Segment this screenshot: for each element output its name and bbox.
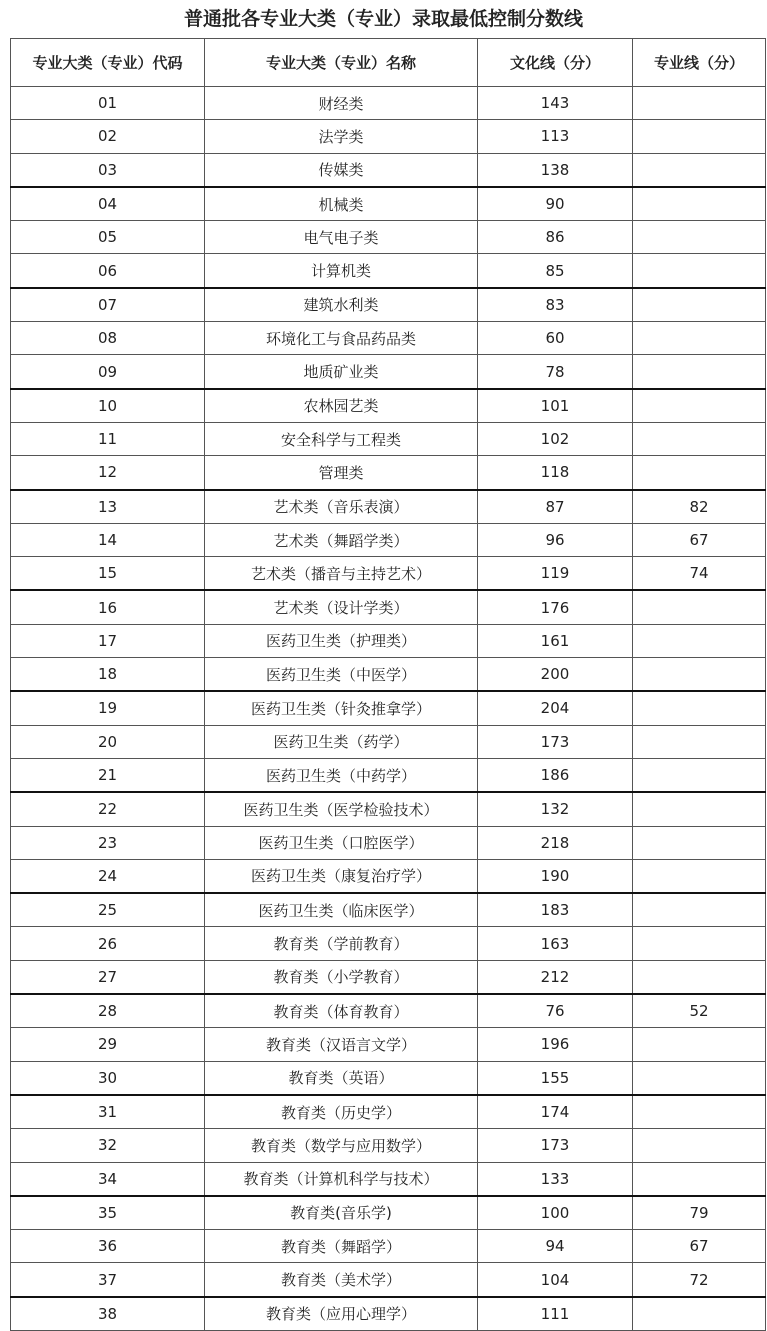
table-row: [11, 658, 766, 692]
cell-name: 教育类（汉语言文学）: [205, 1028, 478, 1061]
cell-code: 35: [11, 1196, 205, 1230]
header-culture-score: 文化线（分）: [478, 39, 633, 87]
table-row: [11, 456, 766, 490]
cell-major-score: 67: [633, 1230, 766, 1263]
cell-major-score: 82: [633, 490, 766, 524]
cell-major-score: [633, 187, 766, 221]
cell-code: 01: [11, 87, 205, 120]
table-row: [11, 355, 766, 389]
cell-name: 教育类(音乐学): [205, 1196, 478, 1230]
cell-major-score: [633, 1162, 766, 1196]
cell-major-score: [633, 355, 766, 389]
cell-culture-score: 163: [478, 927, 633, 960]
cell-major-score: [633, 120, 766, 153]
cell-culture-score: 204: [478, 691, 633, 725]
cell-code: 26: [11, 927, 205, 960]
cell-code: 07: [11, 288, 205, 322]
cell-culture-score: 83: [478, 288, 633, 322]
cell-name: 农林园艺类: [205, 389, 478, 423]
cell-name: 教育类（体育教育）: [205, 994, 478, 1028]
cell-name: 医药卫生类（针灸推拿学）: [205, 691, 478, 725]
cell-major-score: [633, 826, 766, 859]
cell-name: 教育类（英语）: [205, 1061, 478, 1095]
cell-culture-score: 186: [478, 758, 633, 792]
cell-major-score: 67: [633, 523, 766, 556]
cell-name: 环境化工与食品药品类: [205, 322, 478, 355]
cell-culture-score: 104: [478, 1263, 633, 1297]
table-row: [11, 120, 766, 153]
table-row: [11, 927, 766, 960]
cell-code: 04: [11, 187, 205, 221]
cell-name: 艺术类（播音与主持艺术）: [205, 557, 478, 591]
cell-code: 21: [11, 758, 205, 792]
cell-culture-score: 100: [478, 1196, 633, 1230]
cell-culture-score: 119: [478, 557, 633, 591]
cell-name: 财经类: [205, 87, 478, 120]
table-row: [11, 322, 766, 355]
cell-culture-score: 102: [478, 422, 633, 455]
cell-name: 艺术类（舞蹈学类）: [205, 523, 478, 556]
table-row: [11, 725, 766, 758]
cell-major-score: [633, 758, 766, 792]
cell-culture-score: 86: [478, 221, 633, 254]
table-row: [11, 893, 766, 927]
cell-major-score: [633, 422, 766, 455]
cell-culture-score: 113: [478, 120, 633, 153]
cell-culture-score: 118: [478, 456, 633, 490]
cell-name: 管理类: [205, 456, 478, 490]
cell-major-score: [633, 792, 766, 826]
cell-major-score: [633, 590, 766, 624]
cell-name: 电气电子类: [205, 221, 478, 254]
cell-name: 教育类（应用心理学）: [205, 1297, 478, 1331]
table-row: [11, 422, 766, 455]
table-row: [11, 490, 766, 524]
cell-name: 教育类（学前教育）: [205, 927, 478, 960]
cell-code: 32: [11, 1129, 205, 1162]
cell-culture-score: 155: [478, 1061, 633, 1095]
table-row: [11, 826, 766, 859]
table-row: [11, 1196, 766, 1230]
cell-major-score: [633, 624, 766, 657]
cell-major-score: [633, 691, 766, 725]
cell-code: 03: [11, 153, 205, 187]
cell-major-score: [633, 221, 766, 254]
cell-culture-score: 60: [478, 322, 633, 355]
cell-name: 医药卫生类（医学检验技术）: [205, 792, 478, 826]
cell-code: 09: [11, 355, 205, 389]
header-code: 专业大类（专业）代码: [11, 39, 205, 87]
cell-code: 16: [11, 590, 205, 624]
cell-major-score: 52: [633, 994, 766, 1028]
table-row: [11, 187, 766, 221]
table-row: [11, 691, 766, 725]
cell-name: 法学类: [205, 120, 478, 153]
cell-code: 24: [11, 859, 205, 893]
cell-major-score: [633, 1297, 766, 1331]
cell-culture-score: 218: [478, 826, 633, 859]
cell-major-score: [633, 389, 766, 423]
table-row: [11, 624, 766, 657]
table-row: [11, 523, 766, 556]
cell-culture-score: 133: [478, 1162, 633, 1196]
table-header-row: [11, 39, 766, 87]
cell-culture-score: 161: [478, 624, 633, 657]
cell-culture-score: 132: [478, 792, 633, 826]
cell-culture-score: 87: [478, 490, 633, 524]
cell-name: 建筑水利类: [205, 288, 478, 322]
cell-culture-score: 78: [478, 355, 633, 389]
table-row: [11, 557, 766, 591]
cell-name: 教育类（美术学）: [205, 1263, 478, 1297]
cell-name: 计算机类: [205, 254, 478, 288]
cell-name: 教育类（计算机科学与技术）: [205, 1162, 478, 1196]
cell-major-score: [633, 288, 766, 322]
cell-code: 25: [11, 893, 205, 927]
table-row: [11, 1297, 766, 1331]
table-row: [11, 590, 766, 624]
table-row: [11, 758, 766, 792]
cell-culture-score: 90: [478, 187, 633, 221]
cell-code: 36: [11, 1230, 205, 1263]
cell-name: 教育类（舞蹈学）: [205, 1230, 478, 1263]
table-row: [11, 87, 766, 120]
cell-code: 08: [11, 322, 205, 355]
cell-major-score: [633, 1095, 766, 1129]
cell-major-score: [633, 725, 766, 758]
table-row: [11, 1230, 766, 1263]
cell-code: 30: [11, 1061, 205, 1095]
table-row: [11, 254, 766, 288]
cell-major-score: [633, 1129, 766, 1162]
page-title: 普通批各专业大类（专业）录取最低控制分数线: [183, 8, 583, 30]
cell-code: 28: [11, 994, 205, 1028]
cell-name: 医药卫生类（药学）: [205, 725, 478, 758]
cell-name: 教育类（历史学）: [205, 1095, 478, 1129]
cell-culture-score: 196: [478, 1028, 633, 1061]
cell-culture-score: 173: [478, 725, 633, 758]
cell-code: 10: [11, 389, 205, 423]
cell-major-score: [633, 960, 766, 994]
table-row: [11, 221, 766, 254]
cell-major-score: [633, 254, 766, 288]
cell-code: 31: [11, 1095, 205, 1129]
cell-culture-score: 96: [478, 523, 633, 556]
cell-culture-score: 94: [478, 1230, 633, 1263]
cell-name: 艺术类（音乐表演）: [205, 490, 478, 524]
cell-name: 医药卫生类（中医学）: [205, 658, 478, 692]
cell-name: 艺术类（设计学类）: [205, 590, 478, 624]
cell-culture-score: 173: [478, 1129, 633, 1162]
cell-code: 02: [11, 120, 205, 153]
cell-major-score: [633, 456, 766, 490]
table-row: [11, 153, 766, 187]
cell-culture-score: 200: [478, 658, 633, 692]
cell-code: 15: [11, 557, 205, 591]
cell-major-score: [633, 87, 766, 120]
cell-name: 传媒类: [205, 153, 478, 187]
cell-code: 06: [11, 254, 205, 288]
cell-major-score: 79: [633, 1196, 766, 1230]
cell-code: 12: [11, 456, 205, 490]
cell-code: 37: [11, 1263, 205, 1297]
cell-code: 19: [11, 691, 205, 725]
cell-name: 地质矿业类: [205, 355, 478, 389]
table-row: [11, 1028, 766, 1061]
cell-culture-score: 174: [478, 1095, 633, 1129]
table-row: [11, 1129, 766, 1162]
cell-code: 23: [11, 826, 205, 859]
cell-major-score: [633, 1061, 766, 1095]
cell-code: 05: [11, 221, 205, 254]
table-row: [11, 389, 766, 423]
table-row: [11, 1263, 766, 1297]
cell-name: 医药卫生类（康复治疗学）: [205, 859, 478, 893]
cell-code: 17: [11, 624, 205, 657]
cell-culture-score: 190: [478, 859, 633, 893]
cell-code: 20: [11, 725, 205, 758]
table-body: [11, 87, 766, 1331]
cell-code: 13: [11, 490, 205, 524]
cell-major-score: [633, 658, 766, 692]
cell-name: 医药卫生类（中药学）: [205, 758, 478, 792]
table-row: [11, 288, 766, 322]
table-row: [11, 1061, 766, 1095]
cell-major-score: [633, 1028, 766, 1061]
cell-name: 医药卫生类（临床医学）: [205, 893, 478, 927]
score-table: [10, 38, 766, 1331]
cell-culture-score: 111: [478, 1297, 633, 1331]
cell-code: 29: [11, 1028, 205, 1061]
cell-major-score: [633, 893, 766, 927]
cell-name: 安全科学与工程类: [205, 422, 478, 455]
cell-code: 34: [11, 1162, 205, 1196]
table-row: [11, 1162, 766, 1196]
cell-major-score: 72: [633, 1263, 766, 1297]
cell-code: 38: [11, 1297, 205, 1331]
cell-culture-score: 85: [478, 254, 633, 288]
cell-name: 医药卫生类（口腔医学）: [205, 826, 478, 859]
cell-name: 教育类（小学教育）: [205, 960, 478, 994]
cell-culture-score: 101: [478, 389, 633, 423]
table-row: [11, 859, 766, 893]
cell-code: 22: [11, 792, 205, 826]
header-name: 专业大类（专业）名称: [205, 39, 478, 87]
cell-code: 18: [11, 658, 205, 692]
cell-code: 14: [11, 523, 205, 556]
cell-culture-score: 138: [478, 153, 633, 187]
cell-major-score: 74: [633, 557, 766, 591]
cell-major-score: [633, 153, 766, 187]
cell-major-score: [633, 322, 766, 355]
cell-code: 11: [11, 422, 205, 455]
cell-culture-score: 143: [478, 87, 633, 120]
cell-major-score: [633, 927, 766, 960]
cell-name: 机械类: [205, 187, 478, 221]
cell-culture-score: 176: [478, 590, 633, 624]
header-major-score: 专业线（分）: [633, 39, 766, 87]
cell-major-score: [633, 859, 766, 893]
table-row: [11, 960, 766, 994]
cell-culture-score: 76: [478, 994, 633, 1028]
cell-name: 医药卫生类（护理类）: [205, 624, 478, 657]
cell-code: 27: [11, 960, 205, 994]
cell-culture-score: 212: [478, 960, 633, 994]
table-row: [11, 792, 766, 826]
table-row: [11, 1095, 766, 1129]
cell-name: 教育类（数学与应用数学）: [205, 1129, 478, 1162]
cell-culture-score: 183: [478, 893, 633, 927]
table-row: [11, 994, 766, 1028]
